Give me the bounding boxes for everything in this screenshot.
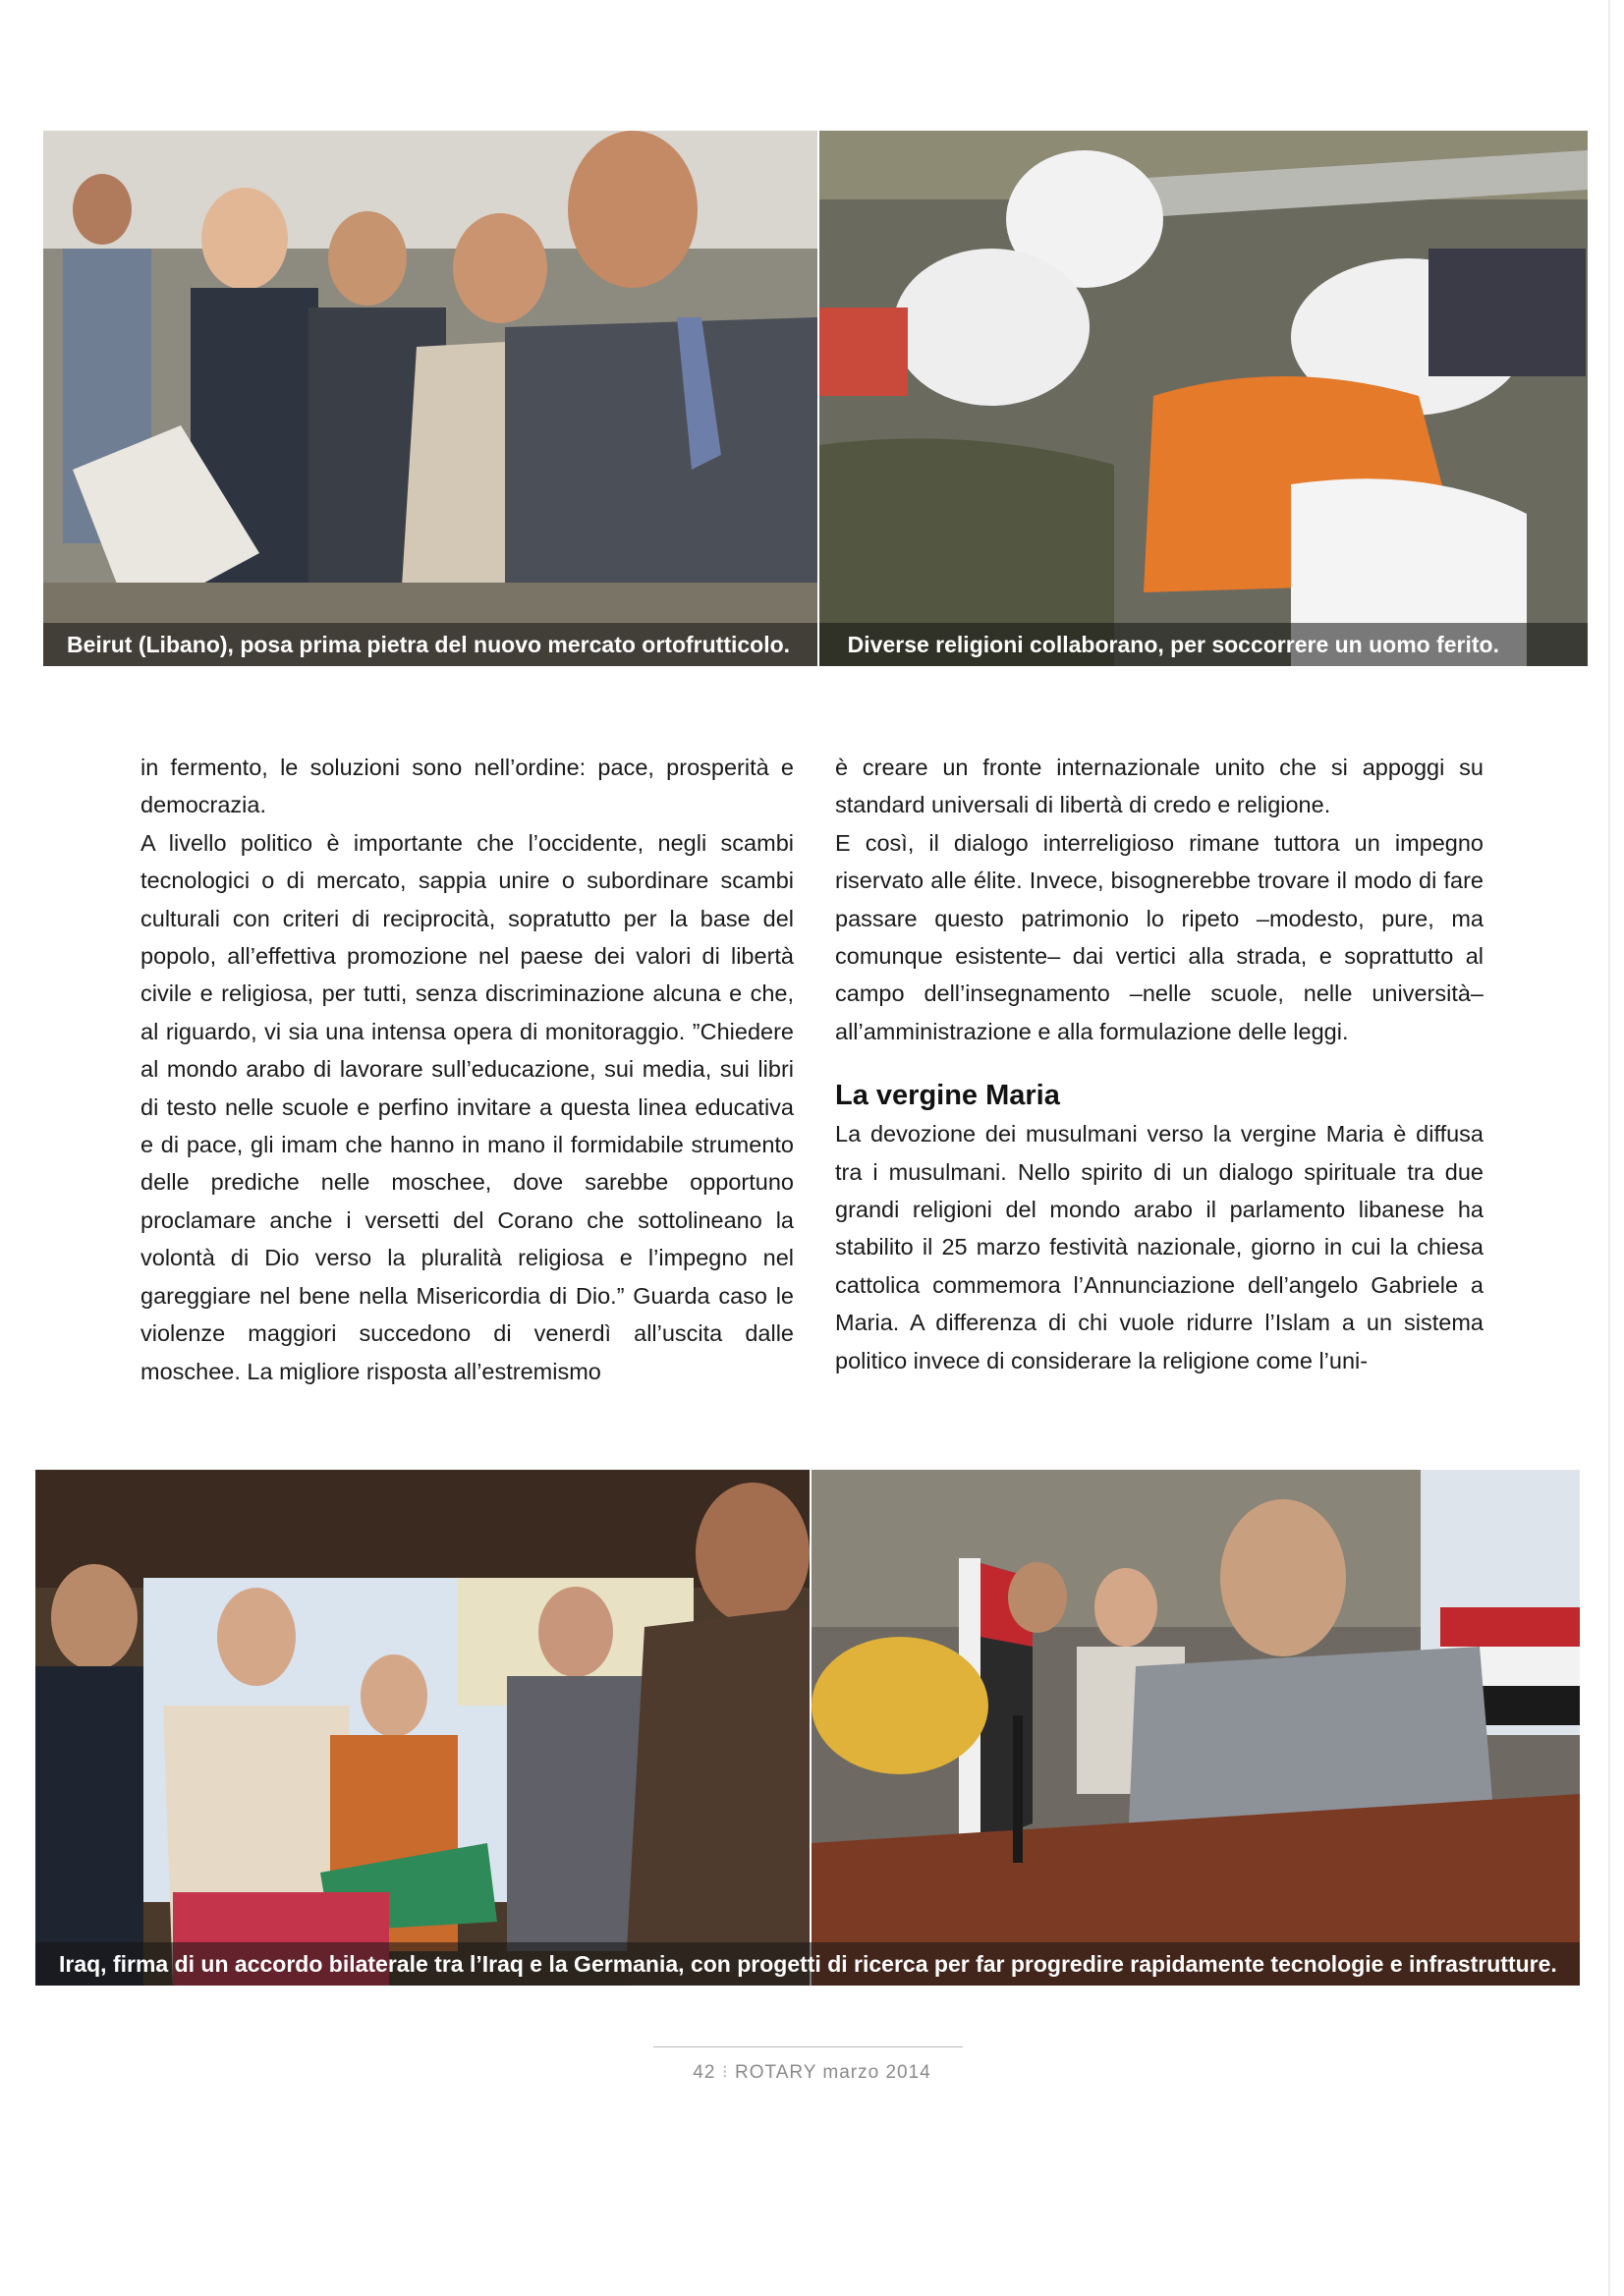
article-column-left	[140, 749, 794, 1390]
photo-iraq-agreement-image	[35, 1470, 810, 1986]
article-paragraph: è creare un fronte internazionale unito che si appoggi su standard universali di libertà di credo e religione.	[835, 755, 1484, 818]
footer-rule	[653, 2046, 963, 2047]
photo-rescue-scene	[819, 131, 1588, 666]
issue-date: marzo 2014	[822, 2062, 931, 2083]
photo-beirut-image	[43, 131, 817, 666]
photo-iraq-agreement	[35, 1470, 810, 1986]
photo-caption: Beirut (Libano), posa prima pietra del nuovo mercato ortofrutticolo.	[43, 623, 817, 666]
article-paragraph: A livello politico è importante che l’occidente, negli scambi tecnologici o di mercato, sappia unire o subordinare scambi culturali con criteri di reciprocità, sopratutto per la base del popolo, all’effettiva promozione nel paese dei valori di libertà civile e religiosa, per tutti, senza discriminazione alcuna e che, al riguardo, vi sia una intensa opera di monitoraggio. ”Chiedere al mondo arabo di lavorare sull’educazione, sui media, sui libri di testo nelle scuole e perfino invitare a questa linea educativa e di pace, gli imam che hanno in mano il formidabile strumento delle prediche nelle moschee, dove sarebbe opportuno proclamare anche i versetti del Corano che sottolineano la volontà di Dio verso la pluralità religiosa e l’impegno nel gareggiare nel bene nella Misericordia di Dio.” Guarda caso le violenze maggiori succedono di venerdì all’uscita dalle moschee. La migliore risposta all’estremismo	[140, 829, 794, 1384]
photo-iraq-conference-image	[812, 1470, 1580, 1986]
article-column-right	[835, 749, 1484, 1379]
page-footer	[0, 2061, 1624, 2084]
photo-caption-bottom: Iraq, firma di un accordo bilaterale tra l’Iraq e la Germania, con progetti di ricerca per far progredire rapidamente tecnologie e infrastrutture.	[35, 1942, 1580, 1986]
photo-iraq-conference	[812, 1470, 1580, 1986]
photo-caption: Diverse religioni collaborano, per soccorrere un uomo ferito.	[819, 623, 1588, 666]
page-number: 42	[693, 2062, 716, 2083]
page-edge-line	[1608, 0, 1610, 2296]
article-paragraph: E così, il dialogo interreligioso rimane tuttora un impegno riservato alle élite. Invece, bisognerebbe trovare il modo di fare passare questo patrimonio lo ripeto –modesto, pure, ma comunque esistente– dai vertici alla strada, e soprattutto al campo dell’insegnamento –nelle scuole, nelle università– all’amministrazione e alla formulazione delle leggi.	[835, 829, 1484, 1044]
article-paragraph: La devozione dei musulmani verso la vergine Maria è diffusa tra i musulmani. Nello spirito di un dialogo spirituale tra due grandi religioni del mondo arabo il parlamento libanese ha stabilito il 25 marzo festività nazionale, giorno in cui la chiesa cattolica commemora l’Annunciazione dell’angelo Gabriele a Maria. A differenza di chi vuole ridurre l’Islam a un sistema politico invece di considerare la religione come l’uni-	[835, 1121, 1484, 1373]
magazine-name: ROTARY	[735, 2062, 817, 2083]
photo-beirut-ceremony	[43, 131, 817, 666]
footer-separator-icon: ⁝	[721, 2062, 736, 2083]
article-paragraph: in fermento, le soluzioni sono nell’ordine: pace, prosperità e democrazia.	[140, 755, 794, 818]
section-subheading: La vergine Maria	[835, 1080, 1060, 1112]
photo-rescue-image	[819, 131, 1588, 666]
